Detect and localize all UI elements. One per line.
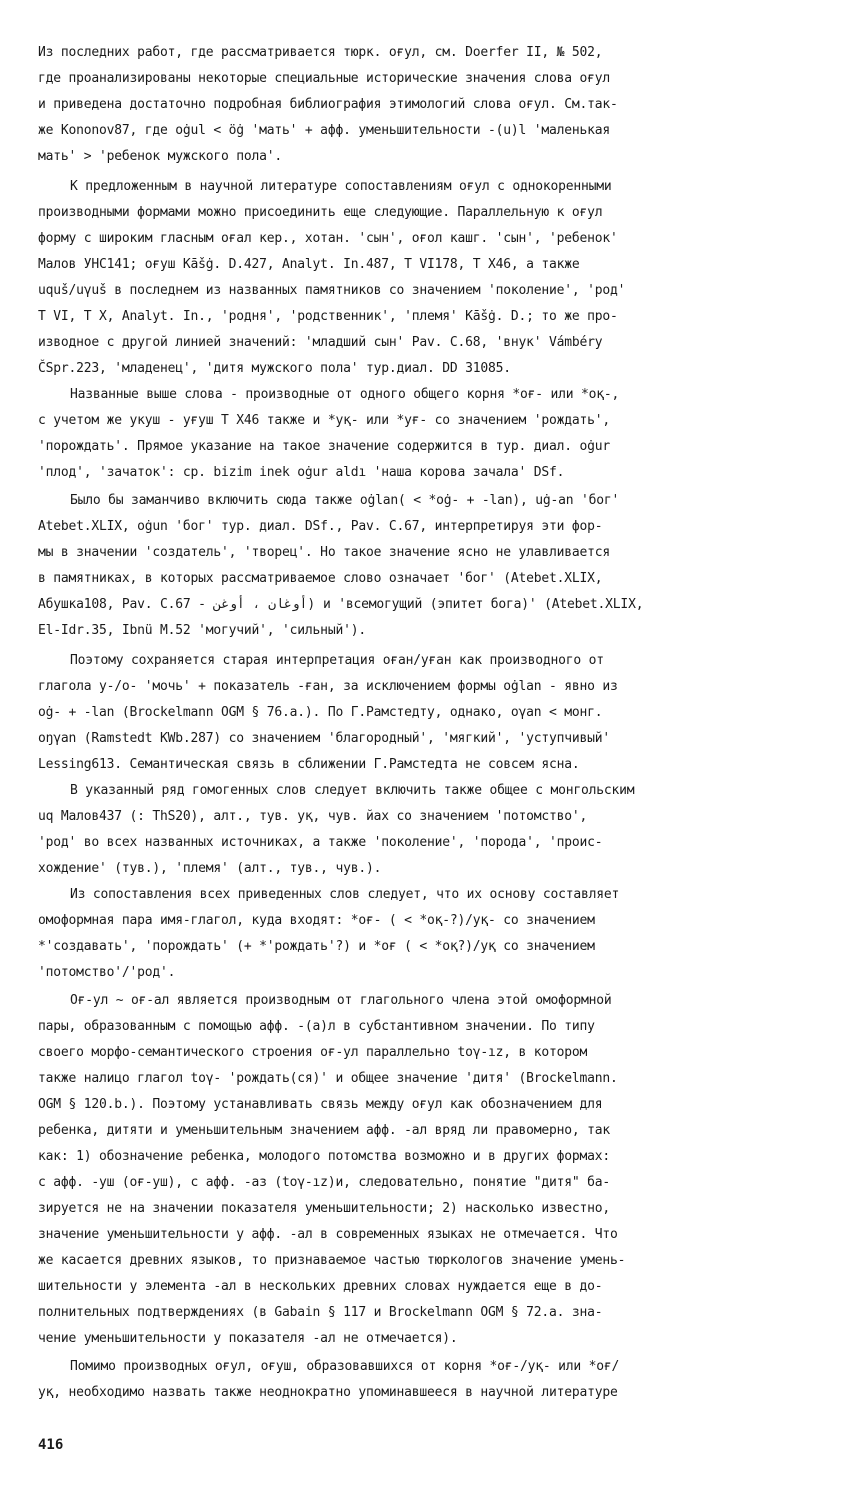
text-line: Помимо производных оғул, оғуш, образовавшихся от корня *оғ-/уқ- или *оғ/ (70, 1359, 620, 1374)
text-line: Названные выше слова - производные от одного общего корня *оғ- или *оқ-, (70, 387, 620, 402)
text-line: 'потомство'/'род'. (38, 965, 176, 980)
text-line: форму с широким гласным оғал кер., хотан. 'сын', оғол кашг. 'сын', 'ребенок' (38, 231, 618, 246)
text-line: Было бы заманчиво включить сюда также oġlan( < *oġ- + -lan), uġ-an 'бог' (70, 493, 620, 508)
text-line: производными формами можно присоединить еще следующие. Параллельную к оғул (38, 205, 603, 220)
text-line: oġ- + -lan (Brockelmann OGM § 76.a.). По Г.Рамстедту, однако, oγan < монг. (38, 705, 603, 720)
text-line: и приведена достаточно подробная библиография этимологий слова оғул. См.так- (38, 97, 618, 112)
text-line: также налицо глагол toγ- 'рождать(ся)' и общее значение 'дитя' (Brockelmann. (38, 1071, 618, 1086)
text-line: Atebet.XLIX, oġun 'бог' тур. диал. DSf., Pav. C.67, интерпретируя эти фор- (38, 519, 603, 534)
text-line: Из последних работ, где рассматривается тюрк. оғул, см. Doerfer II, № 502, (38, 45, 603, 60)
text-line: В указанный ряд гомогенных слов следует включить также общее с монгольским (70, 783, 635, 798)
text-line: своего морфо-семантического строения оғ-ул параллельно toγ-ız, в котором (38, 1045, 588, 1060)
text-line: шительности у элемента -ал в нескольких древних словах нуждается еще в до- (38, 1279, 603, 1294)
text-line: зируется не на значении показателя уменьшительности; 2) насколько известно, (38, 1201, 610, 1216)
text-line: мать' > 'ребенок мужского пола'. (38, 149, 283, 164)
text-line: uquš/uγuš в последнем из названных памятников со значением 'поколение', 'род' (38, 283, 626, 298)
text-line: Lessing613. Семантическая связь в сближении Г.Рамстедта не совсем ясна. (38, 757, 580, 772)
text-line: Абушка108, Pav. C.67 - أوغان ، أوغن) и 'всемогущий (эпитет бога)' (Atebet.XLIX, (38, 597, 644, 612)
text-line: омоформная пара имя-глагол, куда входят: *оғ- ( < *оқ-?)/уқ- со значением (38, 913, 595, 928)
text-line: Из сопоставления всех приведенных слов следует, что их основу составляет (70, 887, 620, 902)
text-line: хождение' (тув.), 'племя' (алт., тув., чув.). (38, 861, 382, 876)
text-line: oŋγan (Ramstedt KWb.287) со значением 'благородный', 'мягкий', 'уступчивый' (38, 731, 610, 746)
text-line: ребенка, дитяти и уменьшительным значением афф. -ал вряд ли правомерно, так (38, 1123, 610, 1138)
text-line: с афф. -уш (оғ-уш), с афф. -аз (toγ-ız)и, следовательно, понятие "дитя" ба- (38, 1175, 610, 1190)
text-line: в памятниках, в которых рассматриваемое слово означает 'бог' (Atebet.XLIX, (38, 571, 603, 586)
text-line: OGM § 120.b.). Поэтому устанавливать связь между оғул как обозначением для (38, 1097, 603, 1112)
text-line: Поэтому сохраняется старая интерпретация оған/уған как производного от (70, 653, 604, 668)
text-line: ČSpr.223, 'младенец', 'дитя мужского пола' тур.диал. DD 31085. (38, 361, 511, 376)
text-line: как: 1) обозначение ребенка, молодого потомства возможно и в других формах: (38, 1149, 610, 1164)
text-line: К предложенным в научной литературе сопоставлениям оғул с однокоренными (70, 179, 612, 194)
text-line: же Kononov87, где oġul < öġ 'мать' + афф. уменьшительности -(u)l 'маленькая (38, 123, 610, 138)
text-line: полнительных подтверждениях (в Gabain § 117 и Brockelmann OGM § 72.a. зна- (38, 1305, 603, 1320)
text-line: с учетом же укуш - уғуш T X46 также и *уқ- или *уғ- со значением 'рождать', (38, 413, 610, 428)
text-line: пары, образованным с помощью афф. -(а)л в субстантивном значении. По типу (38, 1019, 595, 1034)
text-line: Оғ-ул ~ оғ-ал является производным от глагольного члена этой омоформной (70, 993, 612, 1008)
text-line: же касается древних языков, то признаваемое частью тюркологов значение умень- (38, 1253, 626, 1268)
text-line: 'плод', 'зачаток': ср. bizim inek oġur aldı 'наша корова зачала' DSf. (38, 465, 565, 480)
text-line: 'порождать'. Прямое указание на такое значение содержится в тур. диал. oġur (38, 439, 610, 454)
text-line: изводное с другой линией значений: 'младший сын' Pav. C.68, 'внук' Vámbéry (38, 335, 603, 350)
text-line: T VI, T X, Analyt. In., 'родня', 'родственник', 'племя' Kāšġ. D.; то же про- (38, 309, 618, 324)
text-line: чение уменьшительности у показателя -ал не отмечается). (38, 1331, 458, 1346)
text-line: мы в значении 'создатель', 'творец'. Но такое значение ясно не улавливается (38, 545, 610, 560)
text-line: уқ, необходимо назвать также неоднократно упоминавшееся в научной литературе (38, 1385, 618, 1400)
text-line: где проанализированы некоторые специальные исторические значения слова оғул (38, 71, 610, 86)
text-line: Малов УНС141; оғуш Kāšġ. D.427, Analyt. In.487, T VI178, T X46, а также (38, 257, 580, 272)
text-line: El-Idr.35, Ibnü M.52 'могучий', 'сильный'). (38, 623, 366, 638)
text-line: значение уменьшительности у афф. -ал в современных языках не отмечается. Что (38, 1227, 618, 1242)
text-line: глагола у-/о- 'мочь' + показатель -ған, за исключением формы oġlan - явно из (38, 679, 618, 694)
text-line: 'род' во всех названных источниках, а также 'поколение', 'порода', 'проис- (38, 835, 603, 850)
text-line: uq Малов437 (: ThS20), алт., тув. уқ, чув. йах со значением 'потомство', (38, 809, 588, 824)
page-number: 416 (38, 1437, 64, 1453)
text-line: *'создавать', 'порождать' (+ *'рождать'?) и *оғ ( < *оқ?)/уқ со значением (38, 939, 595, 954)
